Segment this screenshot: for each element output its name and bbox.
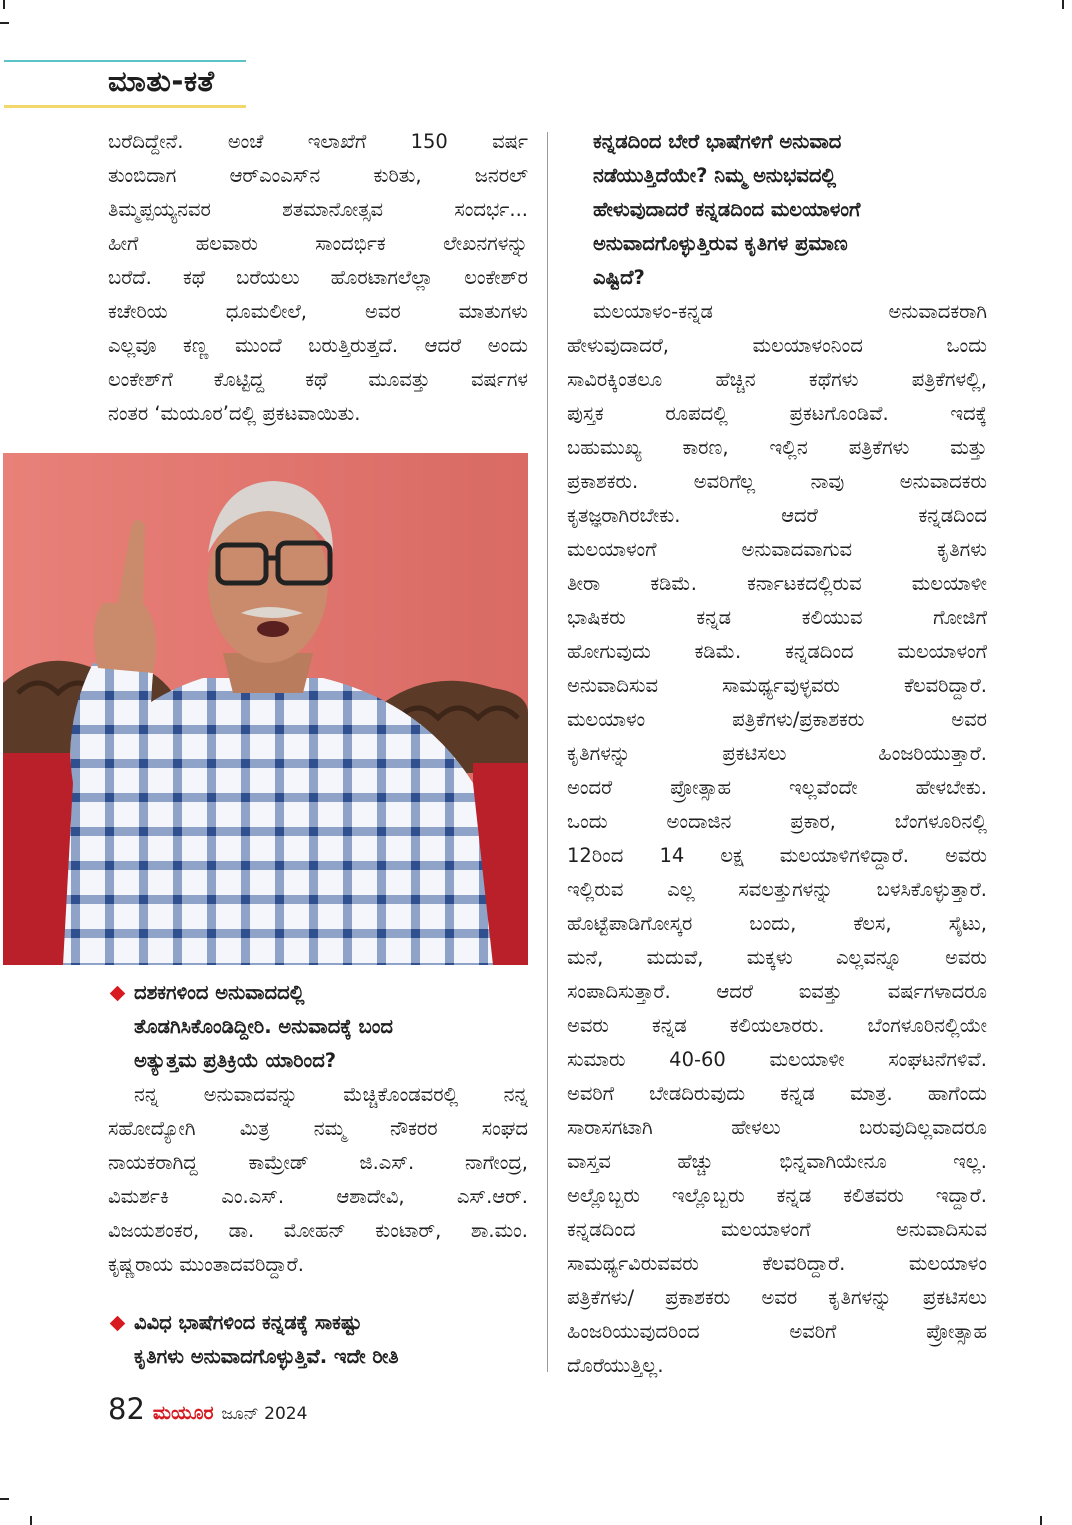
text-line: ಬರೆದೆ. ಕಥೆ ಬರೆಯಲು ಹೊರಟಾಗಲೆಲ್ಲಾ ಲಂಕೇಶ್‌ರ <box>108 266 528 289</box>
text-line: ಮಲಯಾಳಂಗೆ ಅನುವಾದವಾಗುವ ಕೃತಿಗಳು <box>567 538 987 561</box>
text-line: ಮನೆ, ಮದುವೆ, ಮಕ್ಕಳು ಎಲ್ಲವನ್ನೂ ಅವರು <box>567 946 987 969</box>
text-line: ಕಚೇರಿಯ ಧೂಮಲೀಲೆ, ಅವರ ಮಾತುಗಳು <box>108 300 528 323</box>
text-line: ವಿವಿಧ ಭಾಷೆಗಳಿಂದ ಕನ್ನಡಕ್ಕೆ ಸಾಕಷ್ಟು <box>134 1311 362 1334</box>
text-line: ಸಾವಿರಕ್ಕಿಂತಲೂ ಹೆಚ್ಚಿನ ಕಥೆಗಳು ಪತ್ರಿಕೆಗಳಲ್ಲಿ, <box>567 368 987 391</box>
text-line: ಮಲಯಾಳಂ-ಕನ್ನಡ ಅನುವಾದಕರಾಗಿ <box>593 300 987 323</box>
text-line: ಎಲ್ಲವೂ ಕಣ್ಣ ಮುಂದೆ ಬರುತ್ತಿರುತ್ತದೆ. ಆದರೆ ಅಂದು <box>108 334 528 357</box>
section-title: ಮಾತು-ಕತೆ <box>108 64 215 98</box>
text-line: ಅಂದರೆ ಪ್ರೋತ್ಸಾಹ ಇಲ್ಲವೆಂದೇ ಹೇಳಬೇಕು. <box>567 776 987 799</box>
text-line: ಕೃತಿಗಳು ಅನುವಾದಗೊಳ್ಳುತ್ತಿವೆ. ಇದೇ ರೀತಿ <box>134 1345 399 1368</box>
text-line: ಅತ್ಯುತ್ತಮ ಪ್ರತಿಕ್ರಿಯೆ ಯಾರಿಂದ? <box>134 1049 337 1072</box>
text-line: ಪುಸ್ತಕ ರೂಪದಲ್ಲಿ ಪ್ರಕಟಗೊಂಡಿವೆ. ಇದಕ್ಕೆ <box>567 402 987 425</box>
intro-paragraph <box>108 125 528 431</box>
text-line: ಲಂಕೇಶ್‌ಗೆ ಕೊಟ್ಟಿದ್ದ ಕಥೆ ಮೂವತ್ತು ವರ್ಷಗಳ <box>108 368 528 391</box>
text-line: ನಡೆಯುತ್ತಿದೆಯೇ? ನಿಮ್ಮ ಅನುಭವದಲ್ಲಿ <box>593 164 837 187</box>
text-line: ಸಂಪಾದಿಸುತ್ತಾರೆ. ಆದರೆ ಐವತ್ತು ವರ್ಷಗಳಾದರೂ <box>567 980 987 1003</box>
text-line: ಹೋಗುವುದು ಕಡಿಮೆ. ಕನ್ನಡದಿಂದ ಮಲಯಾಳಂಗೆ <box>567 640 987 663</box>
text-line: ಹಿಂಜರಿಯುವುದರಿಂದ ಅವರಿಗೆ ಪ್ರೋತ್ಸಾಹ <box>567 1320 987 1343</box>
crop-mark <box>0 1498 9 1500</box>
text-line: ವಿಜಯಶಂಕರ, ಡಾ. ಮೋಹನ್ ಕುಂಟಾರ್, ಶಾ.ಮಂ. <box>108 1219 528 1242</box>
text-line: ಸಹೋದ್ಯೋಗಿ ಮಿತ್ರ ನಮ್ಮ ನೌಕರರ ಸಂಘದ <box>108 1117 528 1140</box>
text-line: ತಿಮ್ಮಪ್ಪಯ್ಯನವರ ಶತಮಾನೋತ್ಸವ ಸಂದರ್ಭ... <box>108 198 528 221</box>
text-line: ಅಲ್ಲೊಬ್ಬರು ಇಲ್ಲೊಬ್ಬರು ಕನ್ನಡ ಕಲಿತವರು ಇದ್ದಾರೆ. <box>567 1184 987 1207</box>
issue-date: ಜೂನ್ 2024 <box>221 1404 308 1424</box>
bullet-diamond-icon <box>110 986 126 1002</box>
text-line: ನಾಯಕರಾಗಿದ್ದ ಕಾಮ್ರೇಡ್ ಜಿ.ಎಸ್. ನಾಗೇಂದ್ರ, <box>108 1151 528 1174</box>
text-line: ಹೇಳುವುದಾದರೆ, ಮಲಯಾಳಂನಿಂದ ಒಂದು <box>567 334 987 357</box>
text-line: ವಾಸ್ತವ ಹೆಚ್ಚು ಭಿನ್ನವಾಗಿಯೇನೂ ಇಲ್ಲ. <box>567 1150 987 1173</box>
interviewee-photo <box>3 453 528 965</box>
text-line: ತುಂಬಿದಾಗ ಆರ್‌ಎಂಎಸ್‌ನ ಕುರಿತು, ಜನರಲ್ <box>108 164 528 187</box>
crop-mark <box>30 1516 32 1525</box>
question-2-continued <box>567 125 987 295</box>
text-line: ಸುಮಾರು 40-60 ಮಲಯಾಳೀ ಸಂಘಟನೆಗಳಿವೆ. <box>567 1048 987 1071</box>
text-line: ಪ್ರಕಾಶಕರು. ಅವರಿಗೆಲ್ಲ ನಾವು ಅನುವಾದಕರು <box>567 470 987 493</box>
left-column <box>108 125 528 431</box>
text-line: ಸಾಮರ್ಥ್ಯವಿರುವವರು ಕೆಲವರಿದ್ದಾರೆ. ಮಲಯಾಳಂ <box>567 1252 987 1275</box>
text-line: ಅನುವಾದಗೊಳ್ಳುತ್ತಿರುವ ಕೃತಿಗಳ ಪ್ರಮಾಣ <box>593 232 848 255</box>
text-line: ಕೃಷ್ಣರಾಯ ಮುಂತಾದವರಿದ್ದಾರೆ. <box>108 1253 304 1276</box>
answer-2 <box>567 295 987 1383</box>
text-line: ತೊಡಗಿಸಿಕೊಂಡಿದ್ದೀರಿ. ಅನುವಾದಕ್ಕೆ ಬಂದ <box>134 1015 393 1038</box>
answer-1 <box>108 1078 528 1282</box>
magazine-logo: ಮಯೂರ <box>152 1402 214 1424</box>
text-line: ಅವರು ಕನ್ನಡ ಕಲಿಯಲಾರರು. ಬೆಂಗಳೂರಿನಲ್ಲಿಯೇ <box>567 1014 987 1037</box>
text-line: ಕನ್ನಡದಿಂದ ಮಲಯಾಳಂಗೆ ಅನುವಾದಿಸುವ <box>567 1218 987 1241</box>
column-divider <box>547 132 548 1372</box>
text-line: ಹೊಟ್ಟೆಪಾಡಿಗೋಸ್ಕರ ಬಂದು, ಕೆಲಸ, ಸೈಟು, <box>567 912 987 935</box>
text-line: ಸಾರಾಸಗಟಾಗಿ ಹೇಳಲು ಬರುವುದಿಲ್ಲವಾದರೂ <box>567 1116 987 1139</box>
crop-mark <box>1040 1516 1042 1525</box>
text-line: 12ರಿಂದ 14 ಲಕ್ಷ ಮಲಯಾಳಿಗಳಿದ್ದಾರೆ. ಅವರು <box>567 844 987 867</box>
left-column-lower <box>108 976 528 1374</box>
text-line: ಒಂದು ಅಂದಾಜಿನ ಪ್ರಕಾರ, ಬೆಂಗಳೂರಿನಲ್ಲಿ <box>567 810 987 833</box>
text-line: ಅವರಿಗೆ ಬೇಡದಿರುವುದು ಕನ್ನಡ ಮಾತ್ರ. ಹಾಗೆಂದು <box>567 1082 987 1105</box>
bullet-diamond-icon <box>110 1316 126 1332</box>
text-line: ಹೀಗೆ ಹಲವಾರು ಸಾಂದರ್ಭಿಕ ಲೇಖನಗಳನ್ನು <box>108 232 528 255</box>
crop-mark <box>0 22 9 24</box>
text-line: ಇಲ್ಲಿರುವ ಎಲ್ಲ ಸವಲತ್ತುಗಳನ್ನು ಬಳಸಿಕೊಳ್ಳುತ್ತಾರೆ. <box>567 878 987 901</box>
portrait-illustration <box>3 453 528 965</box>
text-line: ಪತ್ರಿಕೆಗಳು/ ಪ್ರಕಾಶಕರು ಅವರ ಕೃತಿಗಳನ್ನು ಪ್ರಕಟಿಸಲು <box>567 1286 987 1309</box>
text-line: ತೀರಾ ಕಡಿಮೆ. ಕರ್ನಾಟಕದಲ್ಲಿರುವ ಮಲಯಾಳೀ <box>567 572 987 595</box>
text-line: ನನ್ನ ಅನುವಾದವನ್ನು ಮೆಚ್ಚಿಕೊಂಡವರಲ್ಲಿ ನನ್ನ <box>134 1083 528 1106</box>
header-rule-teal <box>4 60 246 62</box>
text-line: ಬಹುಮುಖ್ಯ ಕಾರಣ, ಇಲ್ಲಿನ ಪತ್ರಿಕೆಗಳು ಮತ್ತು <box>567 436 987 459</box>
header-rule-yellow <box>4 105 246 108</box>
text-line: ದಶಕಗಳಿಂದ ಅನುವಾದದಲ್ಲಿ <box>134 981 305 1004</box>
question-2 <box>108 1306 528 1374</box>
text-line: ದೊರೆಯುತ್ತಿಲ್ಲ. <box>567 1354 664 1377</box>
question-1 <box>108 976 528 1078</box>
text-line: ಕೃತಜ್ಞರಾಗಿರಬೇಕು. ಆದರೆ ಕನ್ನಡದಿಂದ <box>567 504 987 527</box>
text-line: ಹೇಳುವುದಾದರೆ ಕನ್ನಡದಿಂದ ಮಲಯಾಳಂಗೆ <box>593 198 861 221</box>
text-line: ಕನ್ನಡದಿಂದ ಬೇರೆ ಭಾಷೆಗಳಿಗೆ ಅನುವಾದ <box>593 130 842 153</box>
text-line: ಭಾಷಿಕರು ಕನ್ನಡ ಕಲಿಯುವ ಗೋಜಿಗೆ <box>567 606 987 629</box>
page-number: 82 <box>108 1392 145 1426</box>
text-line: ಬರೆದಿದ್ದೇನೆ. ಅಂಚೆ ಇಲಾಖೆಗೆ 150 ವರ್ಷ <box>108 130 528 153</box>
text-line: ಮಲಯಾಳಂ ಪತ್ರಿಕೆಗಳು/ಪ್ರಕಾಶಕರು ಅವರ <box>567 708 987 731</box>
crop-mark <box>3 0 5 9</box>
text-line: ನಂತರ ‘ಮಯೂರ’ದಲ್ಲಿ ಪ್ರಕಟವಾಯಿತು. <box>108 402 361 425</box>
text-line: ಎಷ್ಟಿದೆ? <box>593 266 645 289</box>
text-line: ವಿಮರ್ಶಕಿ ಎಂ.ಎಸ್. ಆಶಾದೇವಿ, ಎಸ್.ಆರ್. <box>108 1185 528 1208</box>
crop-mark <box>1062 0 1064 9</box>
right-column <box>567 125 987 1383</box>
text-line: ಅನುವಾದಿಸುವ ಸಾಮರ್ಥ್ಯವುಳ್ಳವರು ಕೆಲವರಿದ್ದಾರೆ. <box>567 674 987 697</box>
page-footer <box>108 1392 307 1426</box>
text-line: ಕೃತಿಗಳನ್ನು ಪ್ರಕಟಿಸಲು ಹಿಂಜರಿಯುತ್ತಾರೆ. <box>567 742 987 765</box>
